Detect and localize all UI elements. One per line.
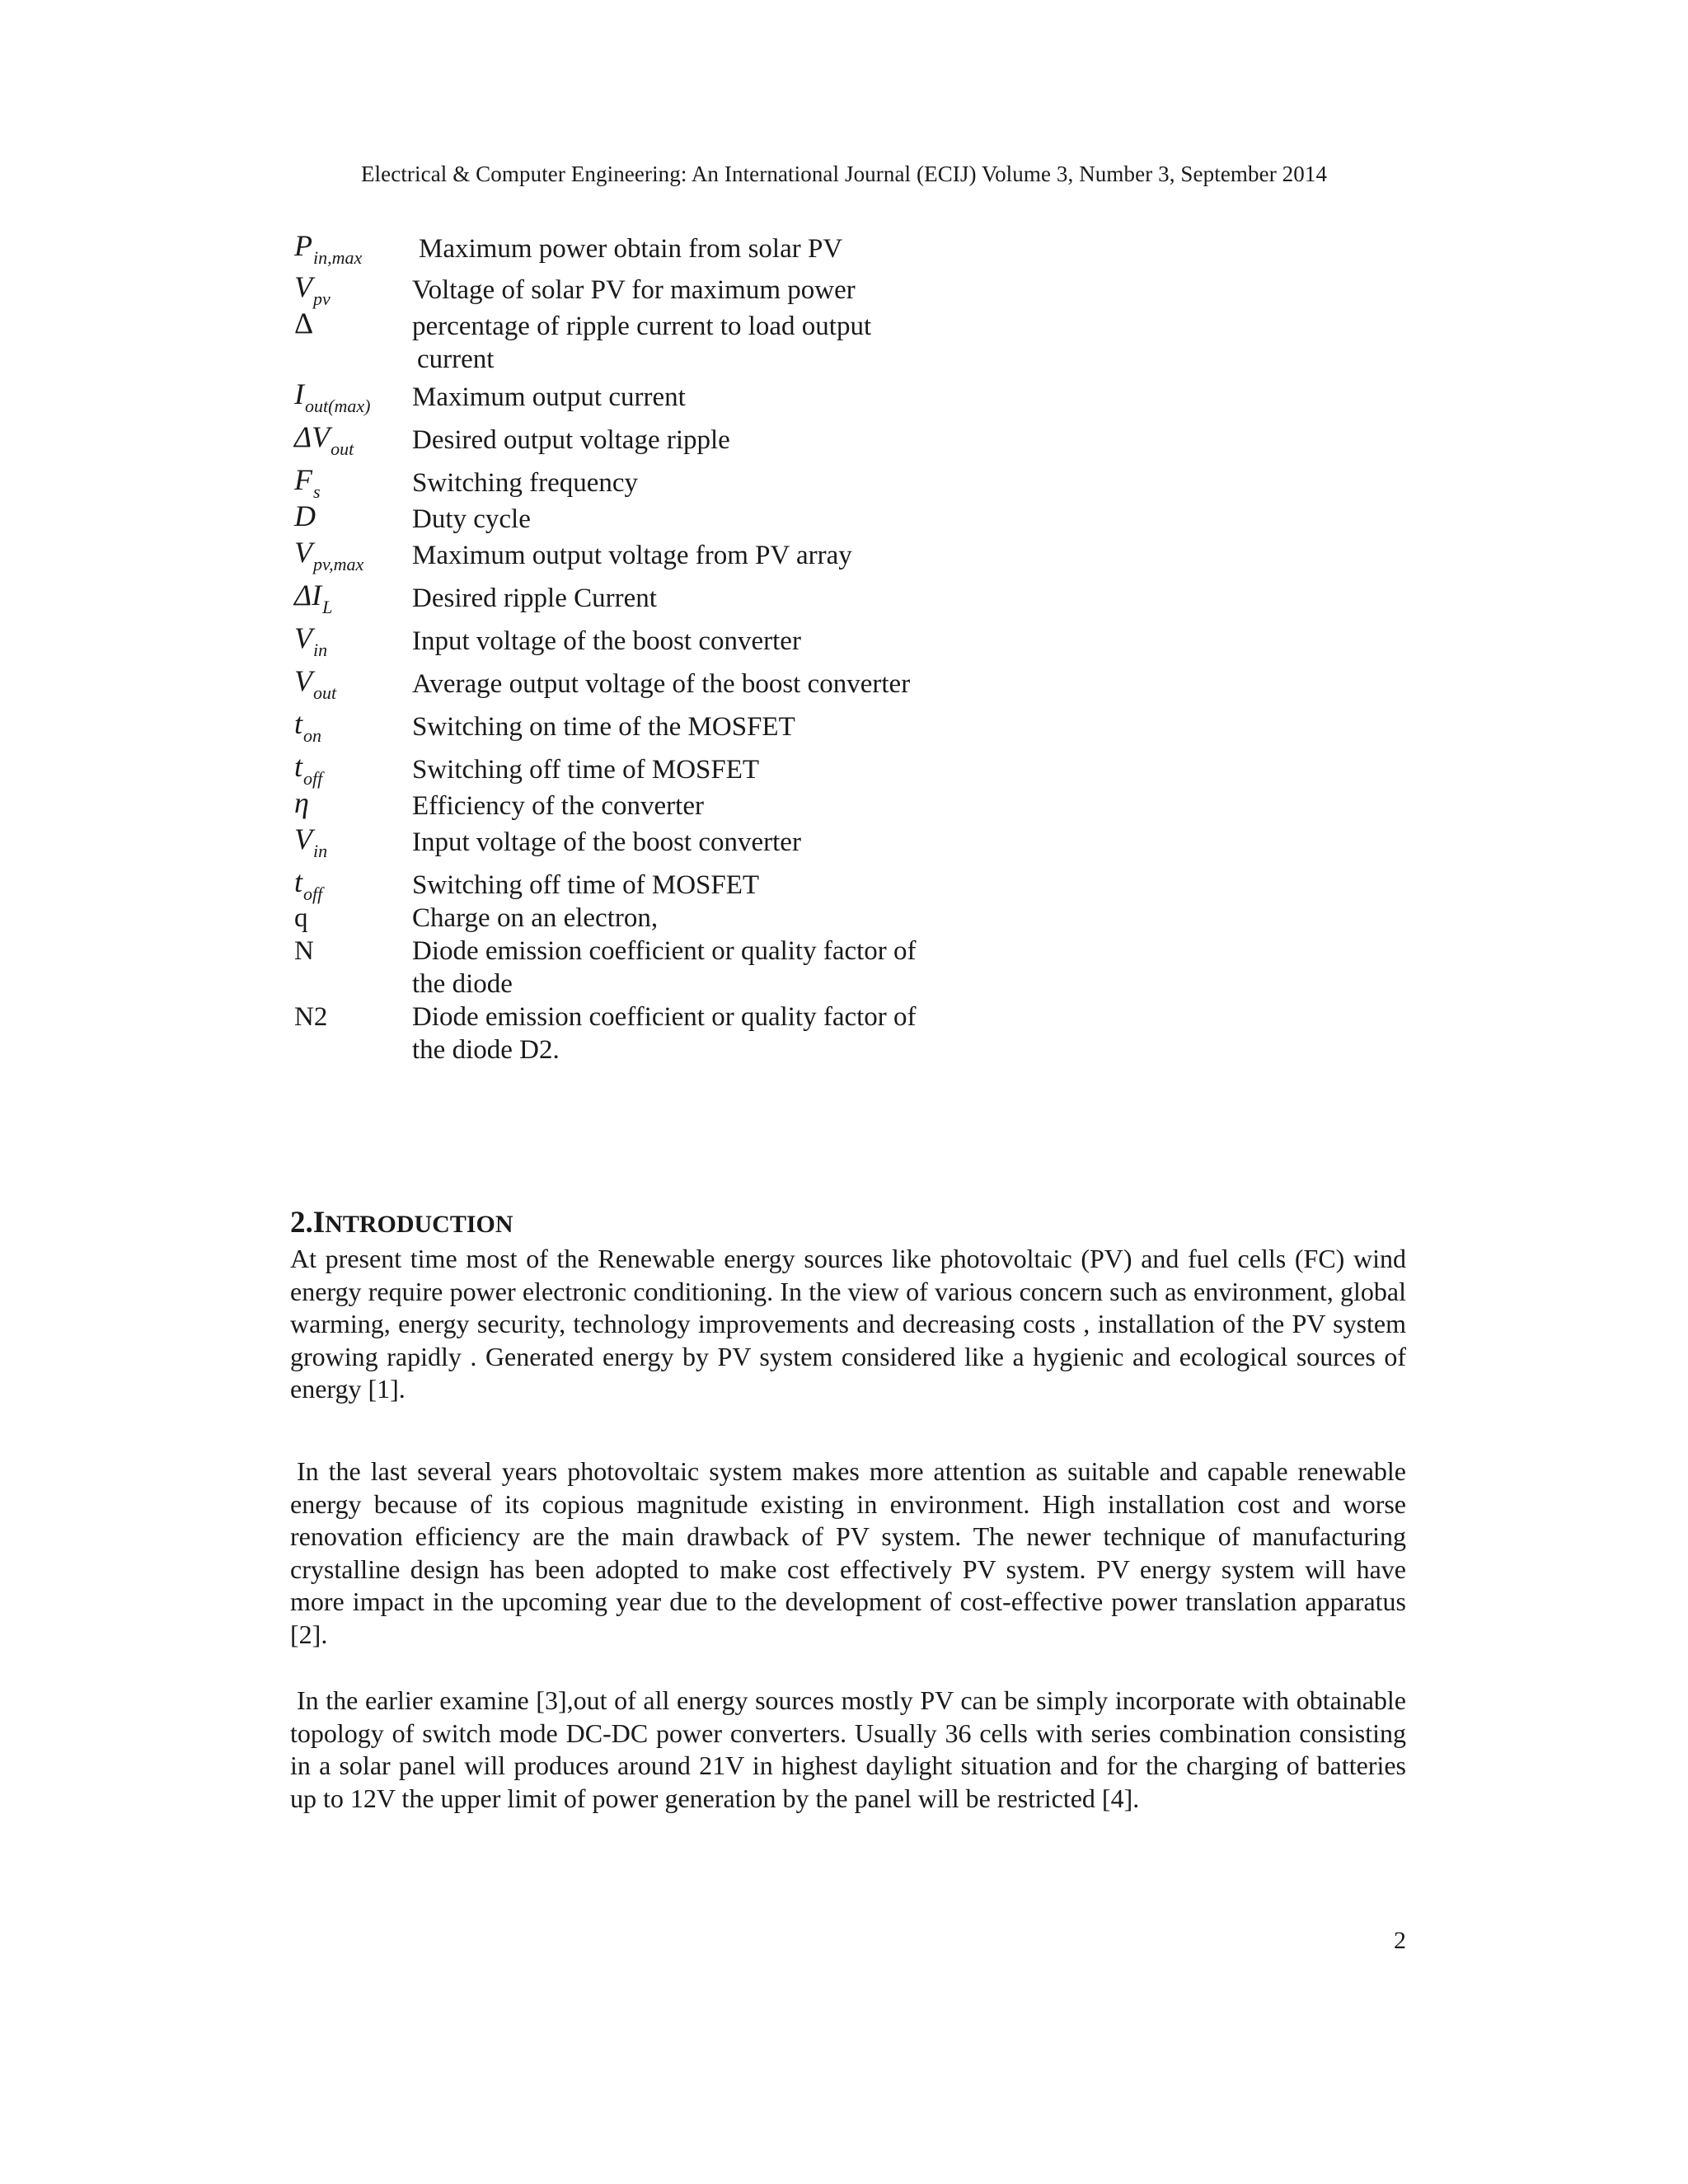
symbol: $\Delta I_L$ [294,579,333,617]
symbol-description: Charge on an electron, [412,903,659,933]
symbol-description: percentage of ripple current to load output current [412,312,872,374]
nomenclature-row [294,536,1036,572]
symbol-description: Switching off time of MOSFET [412,870,760,900]
nomenclature-row [294,902,1036,935]
symbol-description: Average output voltage of the boost converter [412,669,911,699]
nomenclature-row [294,786,1036,823]
running-header: Electrical & Computer Engineering: An International Journal (ECIJ) Volume 3, Number 3, September 2014 [360,162,1328,186]
nomenclature-row [294,1001,1036,1066]
symbol: N [294,936,314,966]
symbol-description: Desired output voltage ripple [412,425,730,455]
symbol-description: Input voltage of the boost converter [412,827,801,857]
symbol: $P_{in,max}$ [294,229,363,268]
nomenclature-row [294,621,1036,658]
symbol-description: Switching off time of MOSFET [412,755,760,785]
symbol: D [294,499,316,532]
symbol: Δ [294,307,314,340]
symbol: $t_{on}$ [294,707,322,746]
symbol-description: Diode emission coefficient or quality factor of the diode [412,936,917,999]
symbol: q [294,903,308,933]
symbol-description: Diode emission coefficient or quality factor of the diode D2. [412,1002,917,1065]
nomenclature-row [294,499,1036,536]
nomenclature-row [294,377,1036,414]
symbol-description: Switching on time of the MOSFET [412,712,795,742]
nomenclature-row [294,229,1036,268]
section-heading: 2.INTRODUCTION [290,1206,513,1240]
symbol-description: Maximum output current [412,382,686,412]
symbol-description: Voltage of solar PV for maximum power [412,275,856,305]
symbol-description: Efficiency of the converter [412,791,704,821]
symbol: η [294,786,309,819]
nomenclature-row [294,865,1036,902]
symbol: $I_{out(max)}$ [294,377,371,416]
symbol: $V_{pv,max}$ [294,536,364,574]
symbol: $\Delta V_{out}$ [294,420,354,459]
symbol-description: Duty cycle [412,504,531,534]
nomenclature-row [294,707,1036,746]
nomenclature-row [294,823,1036,859]
page-number: 2 [1394,1927,1406,1954]
symbol-description: Input voltage of the boost converter [412,626,801,656]
symbol-description: Maximum power obtain from solar PV [419,234,843,264]
symbol: $V_{out}$ [294,664,337,703]
symbol-description: Desired ripple Current [412,583,657,613]
nomenclature-row [294,270,1036,307]
nomenclature-row [294,935,1036,1001]
symbol: $t_{off}$ [294,750,323,789]
symbol-description: Switching frequency [412,468,639,498]
symbol: $V_{in}$ [294,621,328,660]
symbol: $V_{pv}$ [294,270,331,309]
nomenclature-row [294,463,1036,502]
nomenclature-row [294,307,1036,376]
body-paragraph: In the last several years photovoltaic system makes more attention as suitable and capable renewable energy because of its copious magnitude existing in environment. High installation cost and worse renovation efficiency are the main drawback of PV system. The newer technique of manufacturing crystalline design has been adopted to make cost effectively PV system. PV energy system will have more impact in the upcoming year due to the development of cost-effective power translation apparatus [2]. [290,1456,1406,1649]
symbol: N2 [294,1002,328,1032]
nomenclature-row [294,664,1036,701]
body-paragraph: In the earlier examine [3],out of all energy sources mostly PV can be simply incorporate with obtainable topology of switch mode DC-DC power converters. Usually 36 cells with series combination consisting in a solar panel will produces around 21V in highest daylight situation and for the charging of batteries up to 12V the upper limit of power generation by the panel will be restricted [4]. [290,1685,1406,1813]
body-paragraph: At present time most of the Renewable energy sources like photovoltaic (PV) and fuel cells (FC) wind energy require power electronic conditioning. In the view of various concern such as environment, global warming, energy security, technology improvements and decreasing costs , installation of the PV system growing rapidly . Generated energy by PV system considered like a hygienic and ecological sources of energy [1]. [290,1244,1406,1404]
nomenclature-row [294,420,1036,457]
nomenclature-list [294,229,1036,1066]
symbol: $t_{off}$ [294,865,323,904]
symbol: $F_s$ [294,463,321,502]
nomenclature-row [294,579,1036,615]
symbol: $V_{in}$ [294,823,328,861]
nomenclature-row [294,750,1036,789]
symbol-description: Maximum output voltage from PV array [412,541,852,570]
